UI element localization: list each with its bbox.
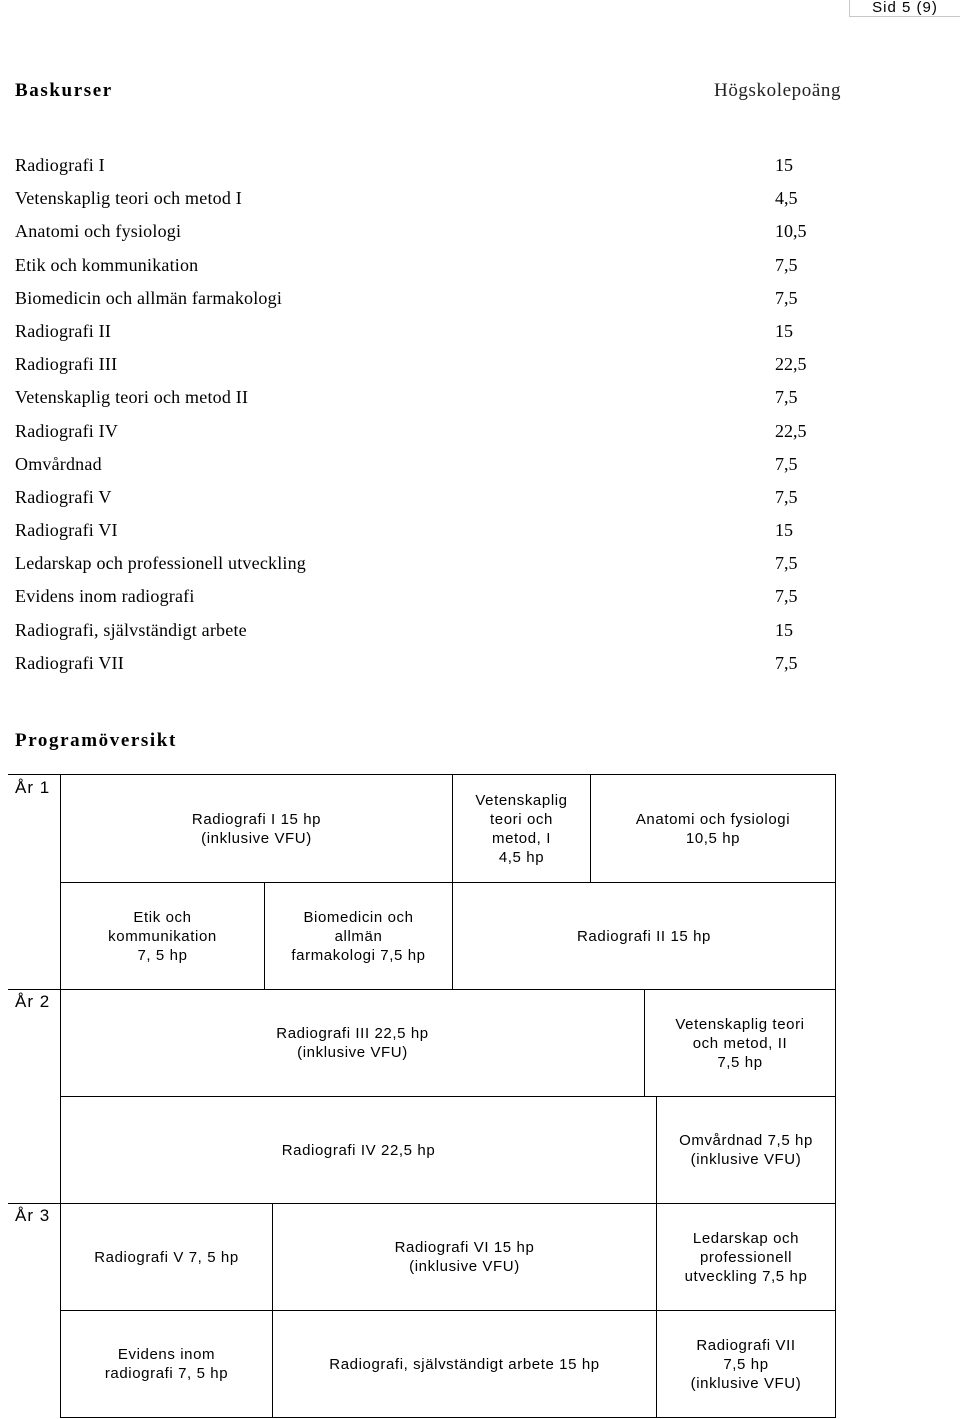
course-row: [15, 452, 835, 485]
course-credits: 22,5: [775, 420, 807, 441]
cell-radiografi-2: Radiografi II 15 hp: [577, 927, 711, 945]
course-credits: 10,5: [775, 221, 807, 242]
course-credits: 15: [775, 520, 793, 541]
course-row: [15, 551, 835, 584]
course-credits: 7,5: [775, 652, 798, 673]
table-border: [835, 774, 836, 1418]
course-credits: 4,5: [775, 188, 798, 209]
course-row: [15, 286, 835, 319]
year-2-label: År 2: [15, 992, 51, 1011]
course-name: Vetenskaplig teori och metod II: [15, 387, 249, 408]
course-row: [15, 485, 835, 518]
course-row: [15, 419, 835, 452]
cell-radiografi-4: Radiografi IV 22,5 hp: [281, 1141, 436, 1159]
course-name: Radiografi VI: [15, 520, 118, 541]
course-name: Ledarskap och professionell utveckling: [15, 553, 307, 574]
cell-sjalvstandigt-arbete: Radiografi, självständigt arbete 15 hp: [329, 1355, 600, 1373]
course-row: [15, 518, 835, 551]
cell-vetenskaplig-teori-1: Vetenskaplig teori och metod, I 4,5 hp: [475, 791, 568, 866]
basic-courses-heading: Baskurser: [15, 80, 113, 101]
course-row: [15, 219, 835, 252]
cell-radiografi-6: Radiografi VI 15 hp (inklusive VFU): [394, 1239, 535, 1275]
course-name: Evidens inom radiografi: [15, 586, 195, 607]
course-name: Biomedicin och allmän farmakologi: [15, 287, 283, 308]
course-name: Radiografi V: [15, 486, 112, 507]
credits-column-header: Högskolepoäng: [714, 80, 842, 101]
course-name: Anatomi och fysiologi: [15, 221, 182, 242]
year-1-label: År 1: [15, 778, 51, 797]
table-border: [60, 1417, 835, 1418]
cell-omvardnad: Omvårdnad 7,5 hp (inklusive VFU): [679, 1132, 813, 1168]
course-credits: 7,5: [775, 486, 798, 507]
course-credits: 7,5: [775, 254, 798, 275]
course-row: [15, 186, 835, 219]
course-credits: 22,5: [775, 354, 807, 375]
course-credits: 15: [775, 619, 793, 640]
course-credits: 15: [775, 320, 793, 341]
cell-radiografi-3: Radiografi III 22,5 hp (inklusive VFU): [276, 1025, 429, 1061]
course-name: Etik och kommunikation: [15, 254, 199, 275]
course-credits: 7,5: [775, 553, 798, 574]
course-credits: 7,5: [775, 387, 798, 408]
course-name: Radiografi I: [15, 155, 105, 175]
cell-ledarskap: Ledarskap och professionell utveckling 7,5 hp: [684, 1229, 808, 1285]
course-name: Radiografi II: [15, 320, 112, 341]
course-name: Vetenskaplig teori och metod I: [15, 188, 242, 209]
course-credits: 7,5: [775, 287, 798, 308]
cell-evidens: Evidens inom radiografi 7, 5 hp: [104, 1346, 229, 1382]
page-number: Sid 5 (9): [849, 0, 960, 17]
course-name: Radiografi IV: [15, 420, 119, 441]
course-credits: 15: [775, 155, 793, 175]
course-name: Radiografi III: [15, 354, 118, 375]
program-overview-heading: Programöversikt: [15, 730, 177, 751]
course-row: [15, 584, 835, 617]
year-3-label: År 3: [15, 1206, 51, 1225]
course-list: [15, 153, 835, 684]
cell-biomedicin: Biomedicin och allmän farmakologi 7,5 hp: [291, 908, 426, 964]
course-row: [15, 253, 835, 286]
course-name: Radiografi VII: [15, 652, 124, 673]
course-row: [15, 153, 835, 186]
cell-etik-kommunikation: Etik och kommunikation 7, 5 hp: [108, 908, 217, 964]
cell-vetenskaplig-teori-2: Vetenskaplig teori och metod, II 7,5 hp: [675, 1015, 805, 1071]
cell-radiografi-7: Radiografi VII 7,5 hp (inklusive VFU): [690, 1336, 802, 1392]
cell-radiografi-1: Radiografi I 15 hp (inklusive VFU): [191, 810, 322, 847]
course-row: [15, 385, 835, 418]
course-row: [15, 352, 835, 385]
course-row: [15, 651, 835, 684]
course-name: Omvårdnad: [15, 453, 102, 474]
course-name: Radiografi, självständigt arbete: [15, 619, 247, 640]
course-row: [15, 319, 835, 352]
course-row: [15, 618, 835, 651]
cell-radiografi-5: Radiografi V 7, 5 hp: [94, 1248, 239, 1266]
cell-anatomi-fysiologi: Anatomi och fysiologi 10,5 hp: [635, 810, 791, 847]
course-credits: 7,5: [775, 453, 798, 474]
course-credits: 7,5: [775, 586, 798, 607]
